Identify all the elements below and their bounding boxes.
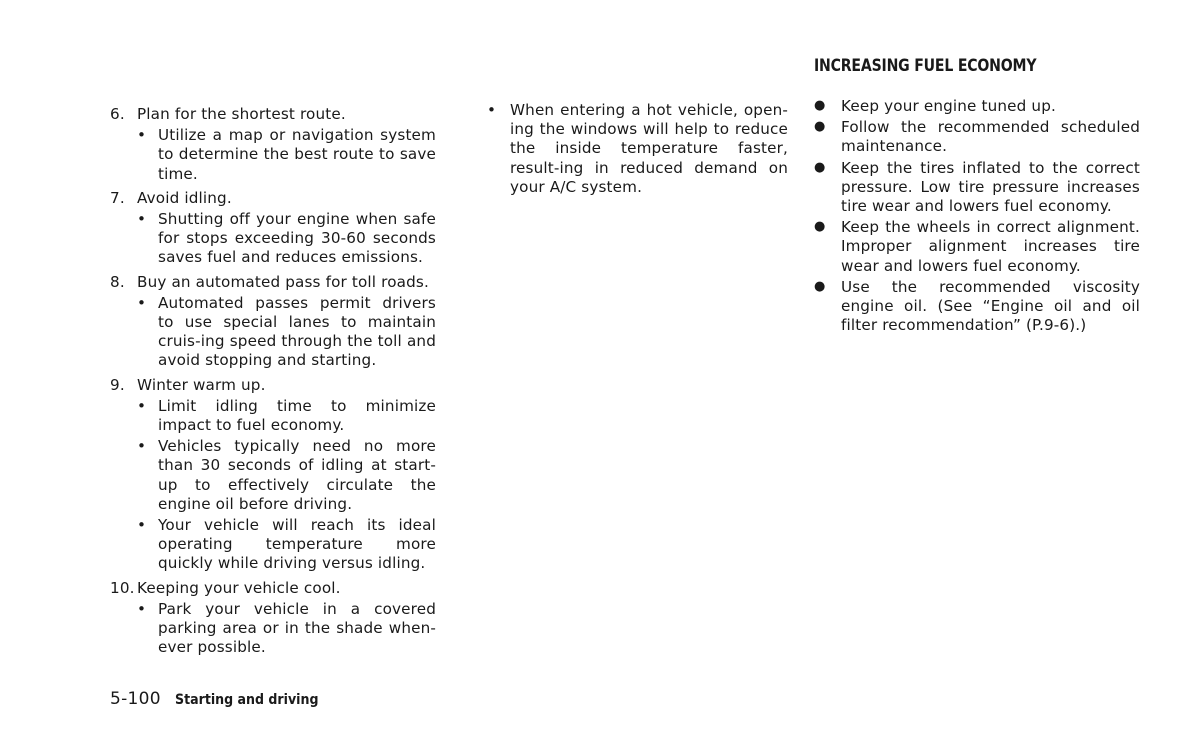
bullet-text: Use the recommended viscosity engine oil. (See “Engine oil and oil filter recommendation” (P.9-6).) bbox=[841, 277, 1140, 335]
numbered-item-6 bbox=[110, 105, 436, 184]
bullet-icon: • bbox=[137, 126, 147, 145]
bullet-text: Automated passes permit drivers to use special lanes to maintain cruis-ing speed through the toll and avoid stopping and starting. bbox=[158, 293, 436, 370]
bullet-icon: • bbox=[137, 599, 147, 618]
bullet-text: When entering a hot vehicle, open-ing the windows will help to reduce the inside temperature faster, result-ing in reduced demand on your A/C system. bbox=[510, 101, 788, 196]
list-item bbox=[110, 600, 436, 658]
numbered-item-8 bbox=[110, 273, 436, 371]
bullet-icon: • bbox=[137, 396, 147, 415]
numbered-item-10 bbox=[110, 579, 436, 658]
bullet-text: Your vehicle will reach its ideal operating temperature more quickly while driving versus idling. bbox=[158, 516, 436, 573]
bullet-text: Keep the tires inflated to the correct pressure. Low tire pressure increases tire wear and lowers fuel economy. bbox=[841, 158, 1140, 216]
item-number: 9. bbox=[110, 375, 125, 394]
bullet-text: Vehicles typically need no more than 30 seconds of idling at start-up to effectively circulate the engine oil before driving. bbox=[158, 437, 436, 513]
numbered-item-9 bbox=[110, 376, 436, 574]
item-number: 10. bbox=[110, 578, 135, 597]
bullet-icon: • bbox=[137, 516, 147, 535]
list-item bbox=[110, 516, 436, 574]
item-number: 8. bbox=[110, 272, 125, 291]
list-item bbox=[814, 278, 1140, 336]
list-item bbox=[110, 397, 436, 435]
bullet-icon: • bbox=[137, 437, 147, 456]
list-item bbox=[814, 118, 1140, 156]
middle-column bbox=[487, 101, 788, 197]
list-item bbox=[487, 101, 788, 197]
item-heading: Avoid idling. bbox=[137, 188, 232, 207]
bullet-text: Limit idling time to minimize impact to fuel economy. bbox=[158, 396, 436, 435]
bullet-text: Shutting off your engine when safe for stops exceeding 30-60 seconds saves fuel and reduces emissions. bbox=[158, 210, 436, 267]
list-item bbox=[110, 210, 436, 268]
bullet-icon: ● bbox=[814, 219, 826, 235]
item-heading: Buy an automated pass for toll roads. bbox=[137, 272, 429, 291]
item-heading: Winter warm up. bbox=[137, 375, 266, 394]
bullet-icon: • bbox=[137, 210, 147, 229]
right-column bbox=[814, 97, 1140, 337]
bullet-icon: • bbox=[137, 293, 147, 312]
bullet-icon: ● bbox=[814, 159, 826, 175]
bullet-icon: ● bbox=[814, 119, 826, 135]
list-item bbox=[814, 218, 1140, 276]
list-item bbox=[110, 126, 436, 184]
bullet-text: Park your vehicle in a covered parking area or in the shade when-ever possible. bbox=[158, 599, 436, 657]
page-number: 5-100 bbox=[110, 689, 161, 709]
bullet-text: Follow the recommended scheduled maintenance. bbox=[841, 118, 1140, 156]
item-number: 7. bbox=[110, 188, 125, 207]
numbered-item-7 bbox=[110, 189, 436, 268]
item-number: 6. bbox=[110, 105, 125, 123]
bullet-text: Keep the wheels in correct alignment. Improper alignment increases tire wear and lowers fuel economy. bbox=[841, 218, 1140, 275]
list-item bbox=[814, 159, 1140, 217]
bullet-icon: ● bbox=[814, 98, 826, 113]
bullet-text: Utilize a map or navigation system to determine the best route to save time. bbox=[158, 126, 436, 183]
bullet-icon: ● bbox=[814, 278, 826, 294]
bullet-text: Keep your engine tuned up. bbox=[841, 97, 1056, 115]
left-column bbox=[110, 105, 436, 662]
item-heading: Keeping your vehicle cool. bbox=[137, 578, 341, 597]
section-title: INCREASING FUEL ECONOMY bbox=[814, 56, 1037, 76]
page-footer bbox=[110, 689, 334, 709]
list-item bbox=[110, 294, 436, 371]
footer-section-title: Starting and driving bbox=[174, 692, 319, 708]
item-heading: Plan for the shortest route. bbox=[137, 105, 346, 123]
bullet-icon: • bbox=[487, 101, 497, 119]
list-item bbox=[814, 97, 1140, 116]
list-item bbox=[110, 437, 436, 514]
